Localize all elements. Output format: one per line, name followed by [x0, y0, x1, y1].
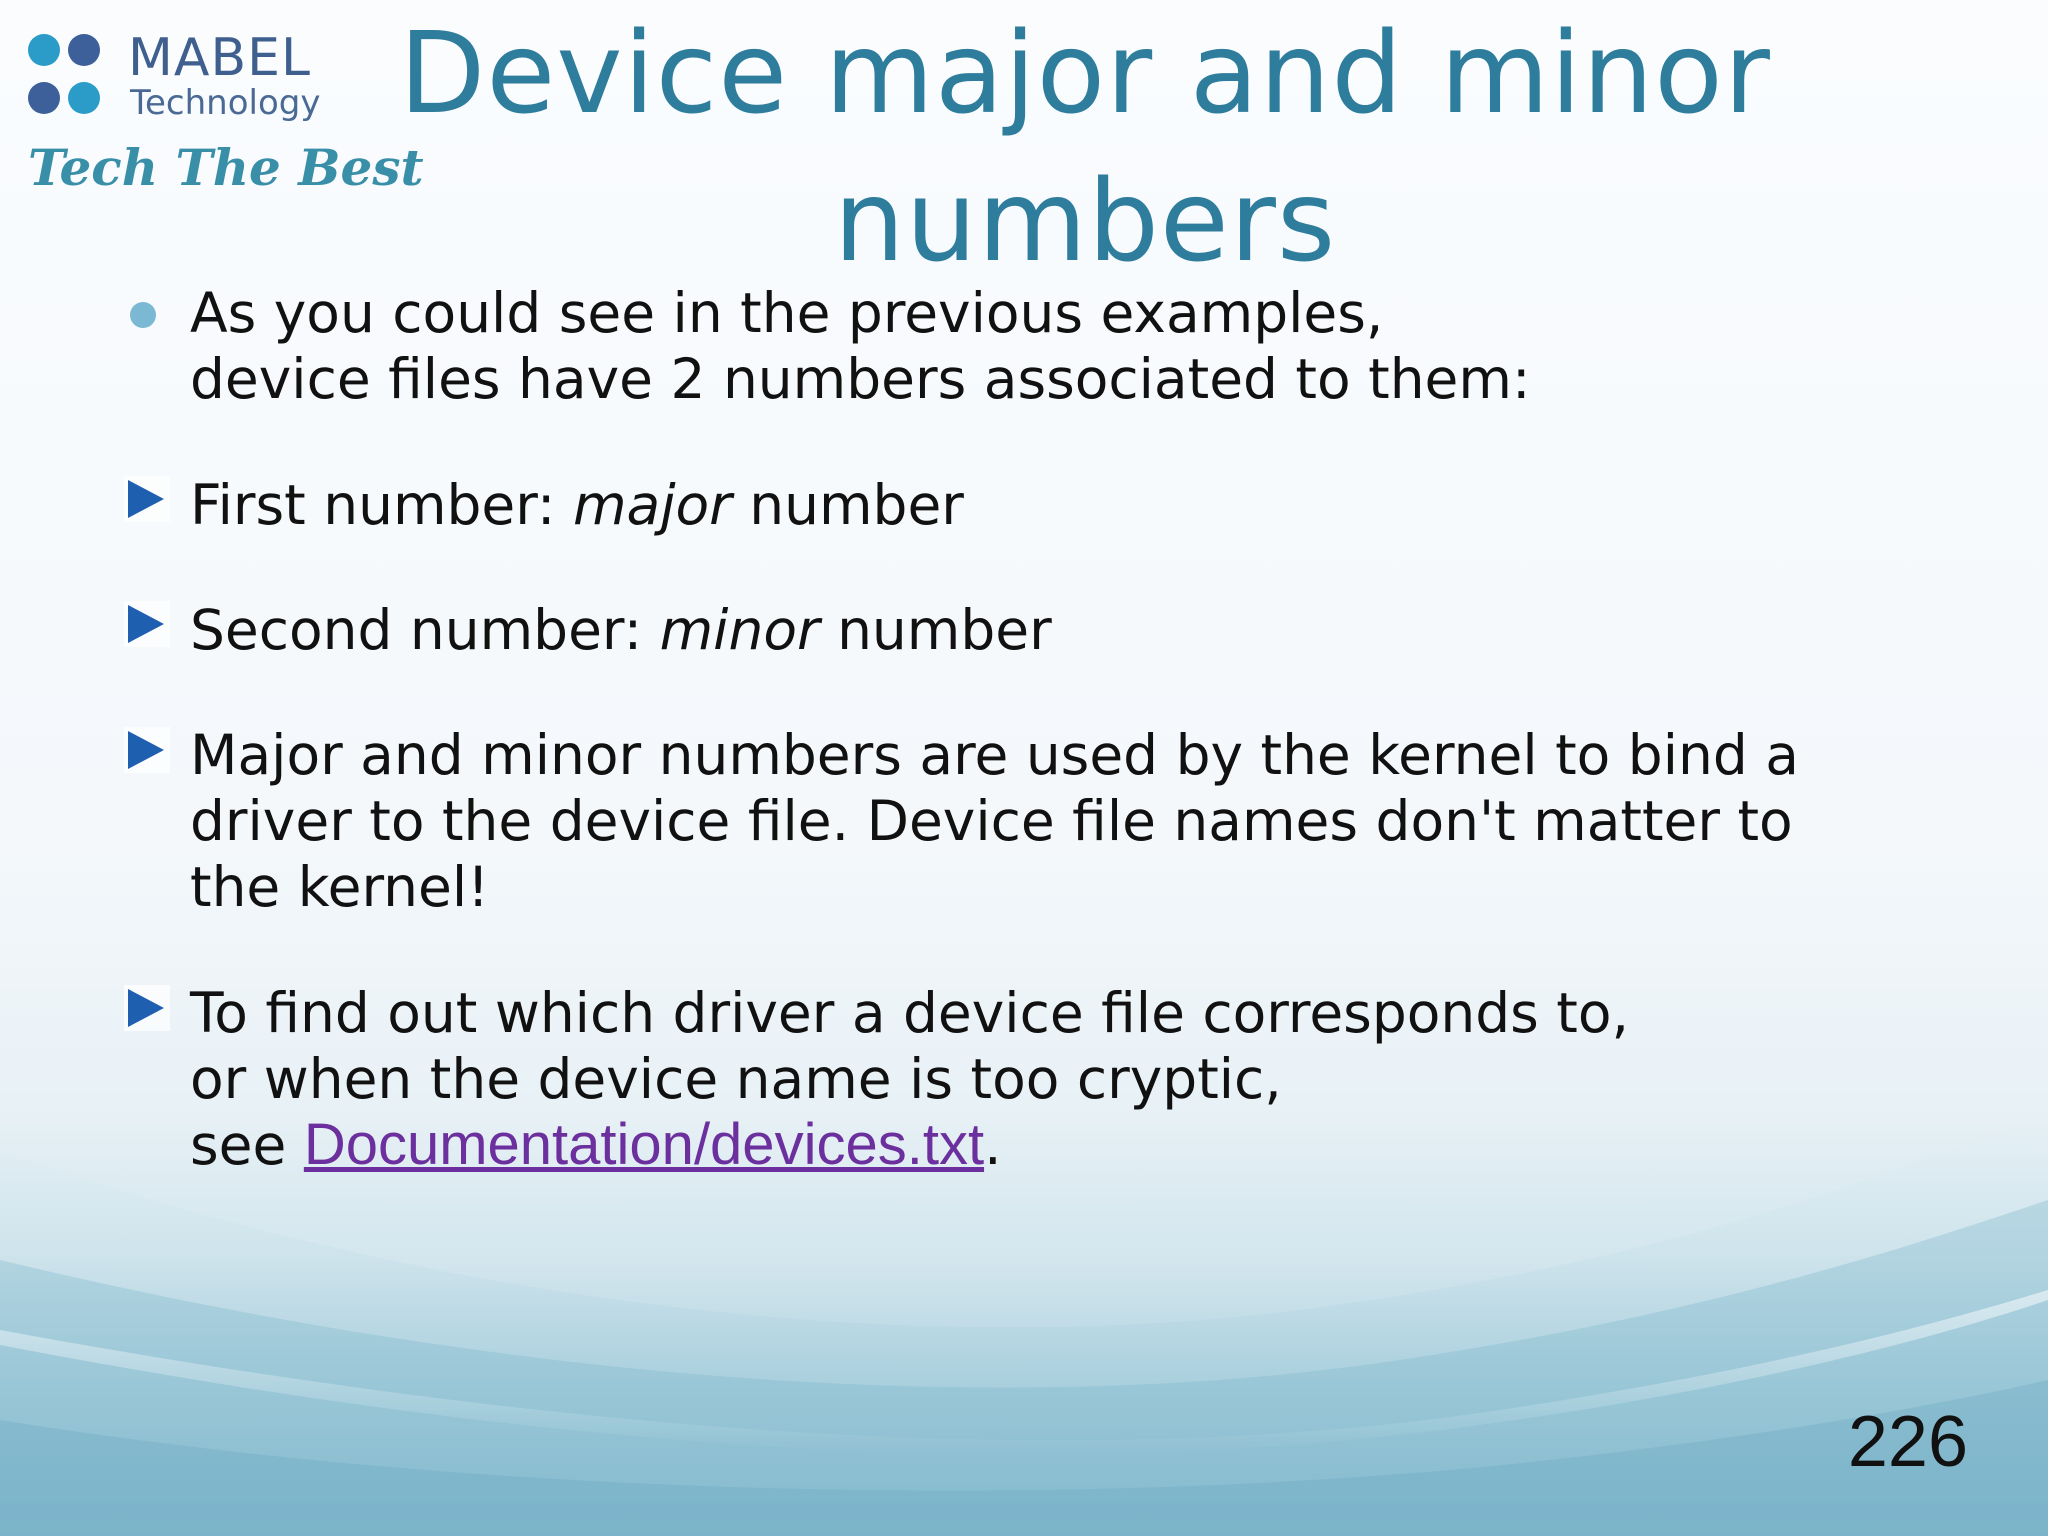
logo-tagline: Tech The Best [28, 138, 424, 197]
bullet-item-intro [190, 280, 1960, 412]
bullet-line: Major and minor numbers are used by the kernel to bind a [190, 723, 1799, 787]
emphasis-major: major [572, 473, 732, 537]
bullet-suffix: number [731, 473, 964, 537]
bullet-line [190, 597, 1960, 663]
emphasis-minor: minor [659, 598, 820, 662]
bullet-item-find-driver [190, 980, 1960, 1178]
bullet-line [190, 472, 1960, 538]
documentation-link[interactable]: Documentation/devices.txt [303, 1112, 985, 1177]
slide-title: Device major and minor numbers [399, 9, 1771, 287]
logo-brand-text: MABEL [128, 28, 311, 88]
bullet-item-major [190, 472, 1960, 538]
bullet-suffix: . [984, 1113, 1002, 1177]
bullet-prefix: see [190, 1113, 304, 1177]
bullet-line: To find out which driver a device file corresponds to, [190, 981, 1629, 1045]
bullet-suffix: number [819, 598, 1052, 662]
arrow-icon [124, 727, 170, 773]
bullet-line: As you could see in the previous examples, [190, 281, 1384, 345]
page-number: 226 [1847, 1402, 1968, 1482]
bullet-line: driver to the device file. Device file names don't matter to [190, 789, 1793, 853]
logo-subtitle-text: Technology [130, 83, 321, 123]
bullet-line [190, 1112, 1960, 1178]
bullet-item-kernel-binding [190, 722, 1960, 920]
arrow-icon [124, 601, 170, 647]
dot-icon [130, 302, 156, 328]
bullet-item-minor [190, 597, 1960, 663]
arrow-icon [124, 985, 170, 1031]
bullet-line: or when the device name is too cryptic, [190, 1047, 1282, 1111]
bullet-prefix: First number: [190, 473, 573, 537]
bullet-prefix: Second number: [190, 598, 660, 662]
bullet-line: device files have 2 numbers associated to them: [190, 347, 1531, 411]
arrow-icon [124, 476, 170, 522]
bullet-line: the kernel! [190, 855, 490, 919]
